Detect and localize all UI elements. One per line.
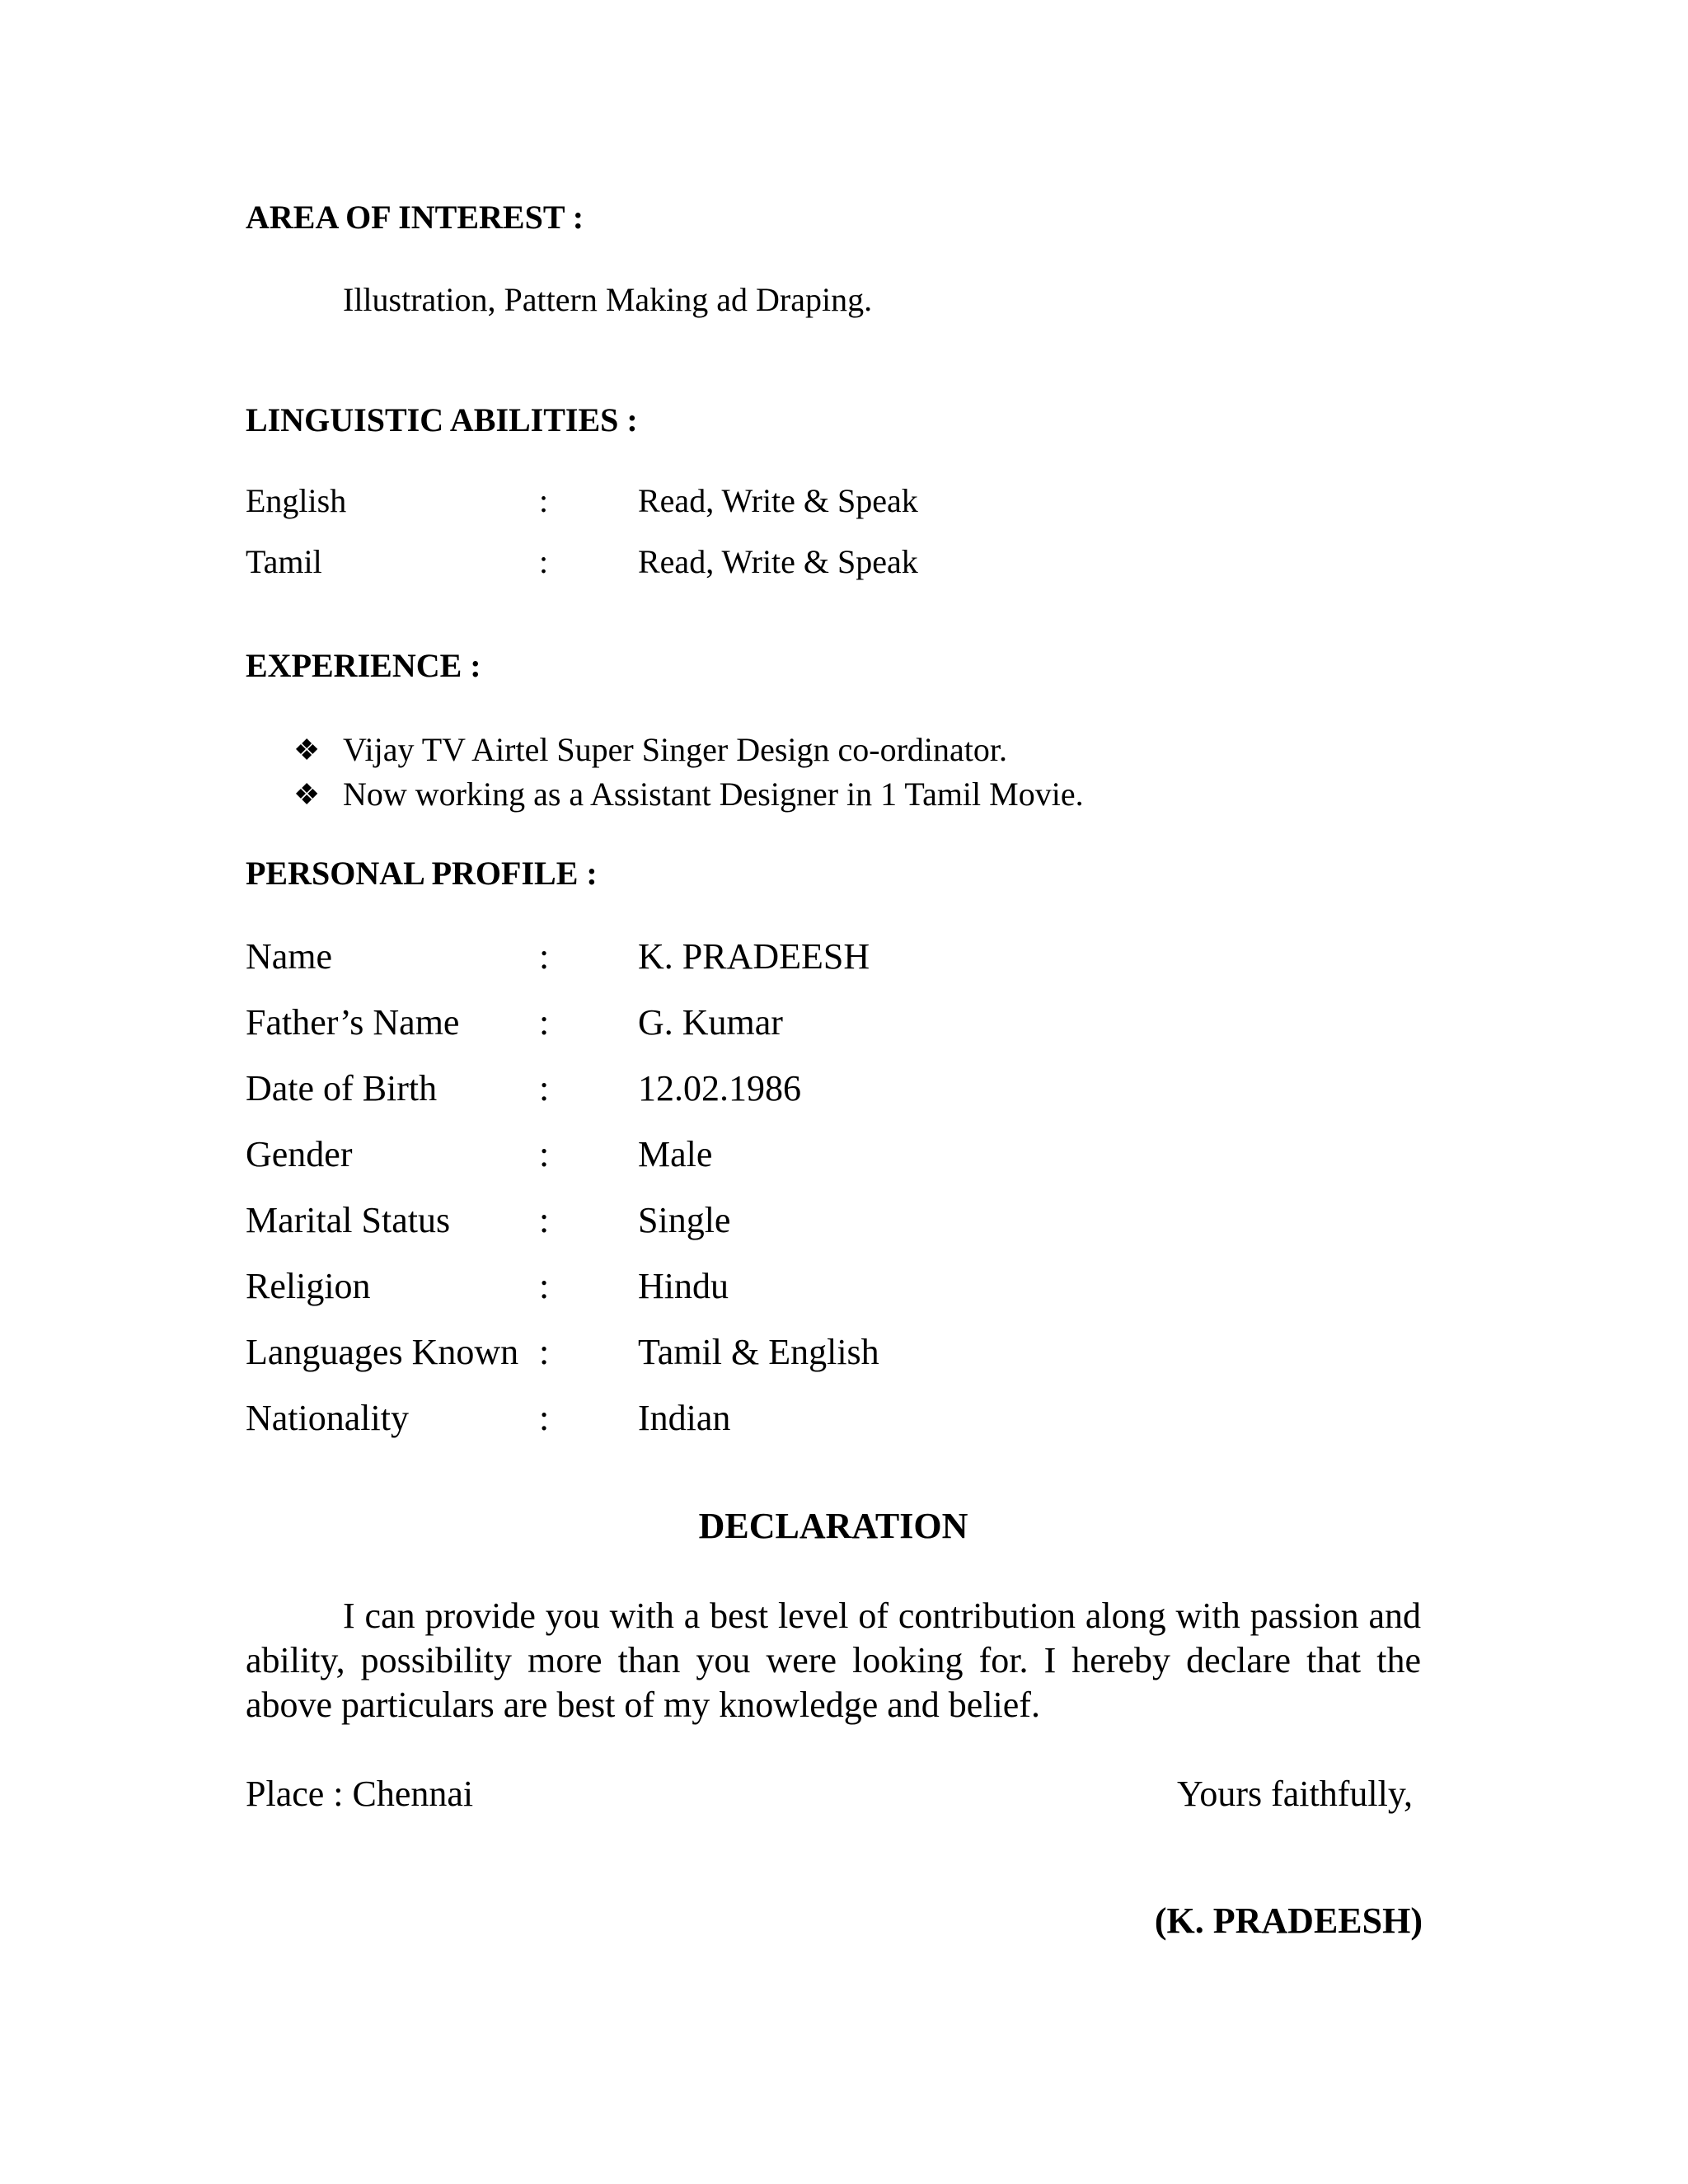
language-ability: Read, Write & Speak bbox=[638, 482, 918, 519]
row-colon: : bbox=[539, 1266, 550, 1306]
place-text: Place : Chennai bbox=[246, 1774, 474, 1814]
profile-label: Date of Birth bbox=[246, 1068, 438, 1108]
profile-value: G. Kumar bbox=[638, 1002, 783, 1043]
profile-label: Marital Status bbox=[246, 1200, 451, 1240]
experience-item-text: Now working as a Assistant Designer in 1 Tamil Movie. bbox=[343, 776, 1084, 813]
personal-profile-heading: PERSONAL PROFILE : bbox=[246, 855, 598, 892]
experience-item-text: Vijay TV Airtel Super Singer Design co-ordinator. bbox=[343, 731, 1007, 768]
diamond-bullet-icon: ❖ bbox=[293, 733, 321, 766]
declaration-paragraph: I can provide you with a best level of contribution along with passion and ability, possibility more than you were looking for. I hereby declare that the above particulars are best of my knowledge and belief. bbox=[246, 1596, 1421, 1725]
profile-label: Name bbox=[246, 936, 333, 977]
row-colon: : bbox=[539, 1332, 550, 1372]
profile-value: K. PRADEESH bbox=[638, 936, 870, 977]
closing-text: Yours faithfully, bbox=[1176, 1774, 1413, 1814]
experience-heading: EXPERIENCE : bbox=[246, 647, 481, 684]
profile-value: 12.02.1986 bbox=[638, 1068, 801, 1108]
row-colon: : bbox=[539, 1134, 550, 1174]
signature-name: (K. PRADEESH) bbox=[1154, 1900, 1423, 1941]
language-ability: Read, Write & Speak bbox=[638, 543, 918, 580]
profile-value: Tamil & English bbox=[638, 1332, 879, 1372]
row-colon: : bbox=[539, 1200, 550, 1240]
row-colon: : bbox=[539, 936, 550, 977]
profile-value: Indian bbox=[638, 1398, 731, 1438]
profile-label: Nationality bbox=[246, 1398, 409, 1438]
area-of-interest-text: Illustration, Pattern Making ad Draping. bbox=[343, 281, 873, 318]
profile-value: Male bbox=[638, 1134, 713, 1174]
diamond-bullet-icon: ❖ bbox=[293, 778, 321, 811]
row-colon: : bbox=[539, 1068, 550, 1108]
linguistic-abilities-heading: LINGUISTIC ABILITIES : bbox=[246, 401, 638, 438]
profile-label: Gender bbox=[246, 1134, 353, 1174]
language-label: English bbox=[246, 482, 347, 519]
profile-label: Religion bbox=[246, 1266, 371, 1306]
row-colon: : bbox=[539, 1398, 550, 1438]
profile-value: Hindu bbox=[638, 1266, 729, 1306]
language-label: Tamil bbox=[246, 543, 322, 580]
profile-value: Single bbox=[638, 1200, 731, 1240]
area-of-interest-heading: AREA OF INTEREST : bbox=[246, 199, 584, 236]
declaration-heading: DECLARATION bbox=[698, 1506, 968, 1546]
row-colon: : bbox=[539, 543, 549, 580]
row-colon: : bbox=[539, 482, 549, 519]
profile-label: Languages Known bbox=[246, 1332, 519, 1372]
profile-label: Father’s Name bbox=[246, 1002, 460, 1043]
row-colon: : bbox=[539, 1002, 550, 1043]
